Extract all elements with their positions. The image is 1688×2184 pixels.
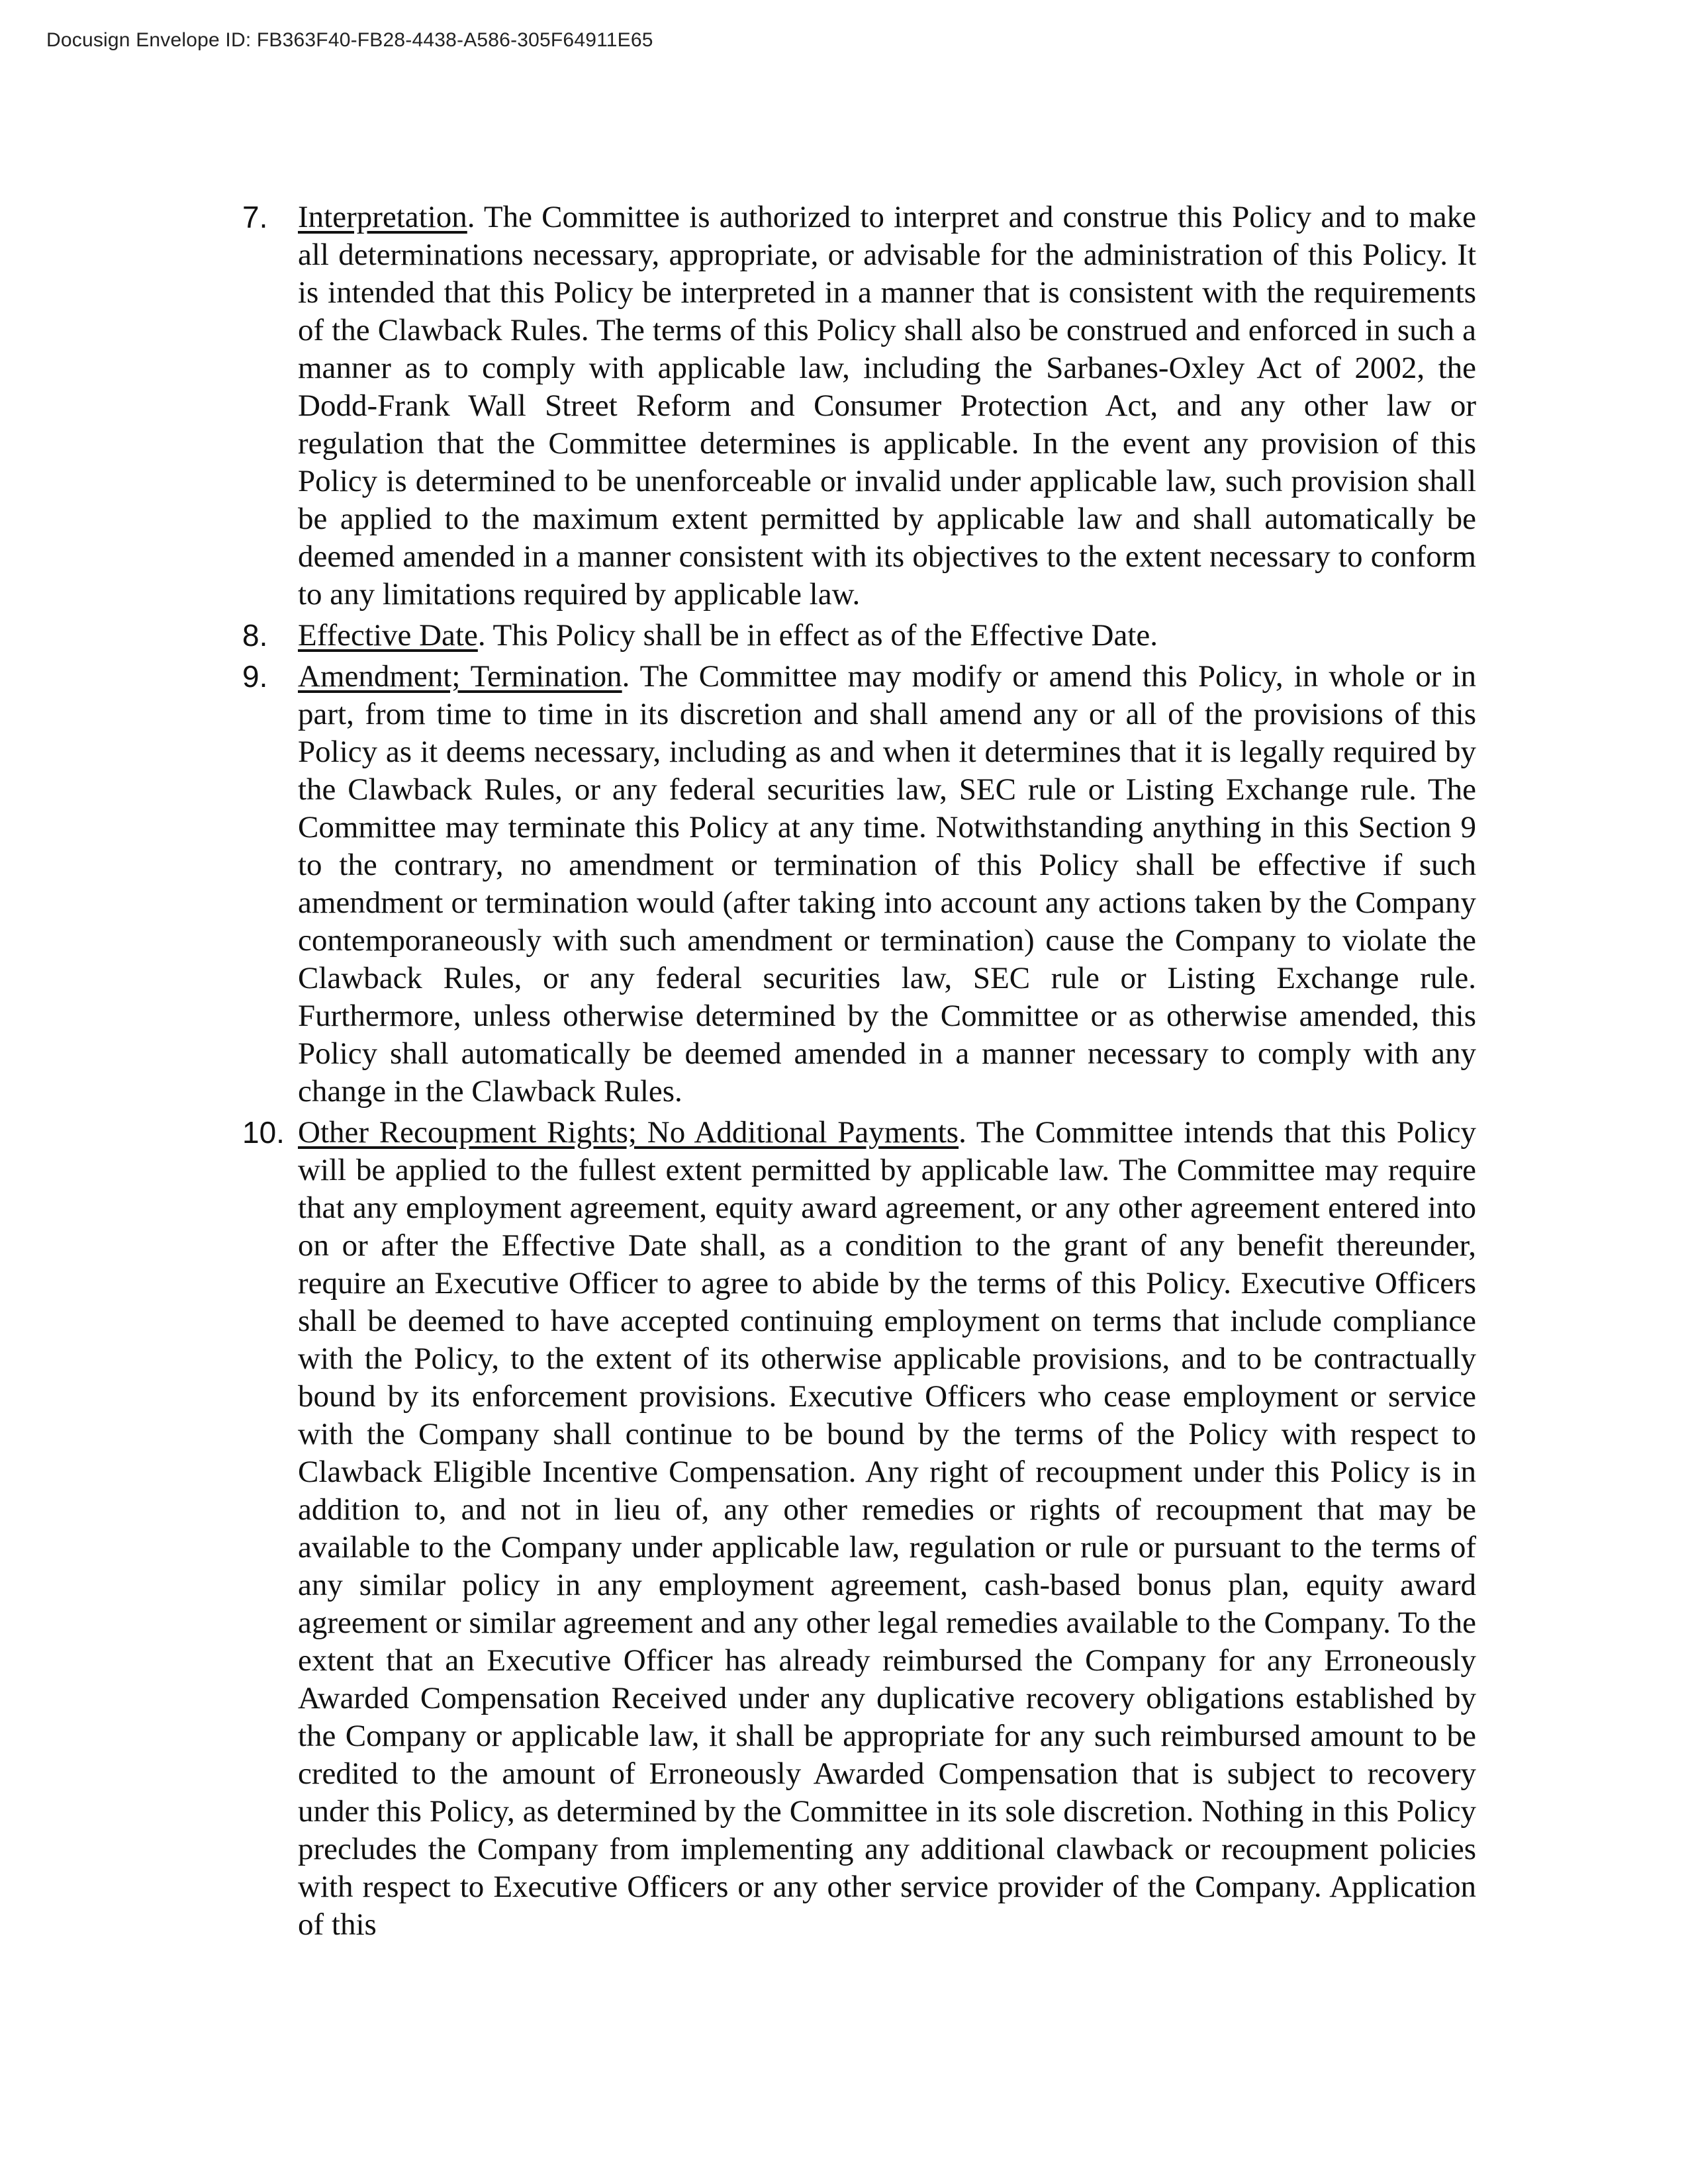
- section-number: 10.: [242, 1115, 285, 1150]
- section-number: 7.: [242, 200, 268, 234]
- section-number: 8.: [242, 618, 268, 653]
- section-text: [298, 199, 1476, 614]
- section-heading: Effective Date: [298, 618, 478, 653]
- section-text: [298, 1114, 1476, 1944]
- section-text: [298, 658, 1476, 1111]
- section-9-amendment-termination: [242, 658, 1476, 1111]
- section-heading: Other Recoupment Rights; No Additional Payments: [298, 1115, 959, 1150]
- section-text: [298, 617, 1476, 655]
- document-body: [242, 199, 1476, 1947]
- section-paragraph: . The Committee is authorized to interpret and construe this Policy and to make all determinations necessary, appropriate, or advisable for the administration of this Policy. It is intended that this Policy be interpreted in a manner that is consistent with the requirements of the Clawback Rules. The terms of this Policy shall also be construed and enforced in such a manner as to comply with applicable law, including the Sarbanes-Oxley Act of 2002, the Dodd-Frank Wall Street Reform and Consumer Protection Act, and any other law or regulation that the Committee determines is applicable. In the event any provision of this Policy is determined to be unenforceable or invalid under applicable law, such provision shall be applied to the maximum extent permitted by applicable law and shall automatically be deemed amended in a manner consistent with its objectives to the extent necessary to conform to any limitations required by applicable law.: [298, 200, 1476, 612]
- section-8-effective-date: [242, 617, 1476, 655]
- section-paragraph: . This Policy shall be in effect as of the Effective Date.: [477, 618, 1158, 653]
- docusign-envelope-id: Docusign Envelope ID: FB363F40-FB28-4438-A586-305F64911E65: [46, 29, 653, 51]
- section-paragraph: . The Committee intends that this Policy will be applied to the fullest extent permitted by applicable law. The Committee may require that any employment agreement, equity award agreement, or any other agreement entered into on or after the Effective Date shall, as a condition to the grant of any benefit thereunder, require an Executive Officer to agree to abide by the terms of this Policy. Executive Officers shall be deemed to have accepted continuing employment on terms that include compliance with the Policy, to the extent of its otherwise applicable provisions, and to be contractually bound by its enforcement provisions. Executive Officers who cease employment or service with the Company shall continue to be bound by the terms of the Policy with respect to Clawback Eligible Incentive Compensation. Any right of recoupment under this Policy is in addition to, and not in lieu of, any other remedies or rights of recoupment that may be available to the Company under applicable law, regulation or rule or pursuant to the terms of any similar policy in any employment agreement, cash-based bonus plan, equity award agreement or similar agreement and any other legal remedies available to the Company. To the extent that an Executive Officer has already reimbursed the Company for any Erroneously Awarded Compensation Received under any duplicative recovery obligations established by the Company or applicable law, it shall be appropriate for any such reimbursed amount to be credited to the amount of Erroneously Awarded Compensation that is subject to recovery under this Policy, as determined by the Committee in its sole discretion. Nothing in this Policy precludes the Company from implementing any additional clawback or recoupment policies with respect to Executive Officers or any other service provider of the Company. Application of this: [298, 1115, 1476, 1942]
- section-heading: Amendment; Termination: [298, 659, 622, 694]
- section-paragraph: . The Committee may modify or amend this Policy, in whole or in part, from time to time in its discretion and shall amend any or all of the provisions of this Policy as it deems necessary, including as and when it determines that it is legally required by the Clawback Rules, or any federal securities law, SEC rule or Listing Exchange rule. The Committee may terminate this Policy at any time. Notwithstanding anything in this Section 9 to the contrary, no amendment or termination of this Policy shall be effective if such amendment or termination would (after taking into account any actions taken by the Company contemporaneously with such amendment or termination) cause the Company to violate the Clawback Rules, or any federal securities law, SEC rule or Listing Exchange rule. Furthermore, unless otherwise determined by the Committee or as otherwise amended, this Policy shall automatically be deemed amended in a manner necessary to comply with any change in the Clawback Rules.: [298, 659, 1476, 1109]
- section-7-interpretation: [242, 199, 1476, 614]
- section-10-other-recoupment-rights: [242, 1114, 1476, 1944]
- section-number: 9.: [242, 659, 268, 694]
- section-heading: Interpretation: [298, 200, 467, 234]
